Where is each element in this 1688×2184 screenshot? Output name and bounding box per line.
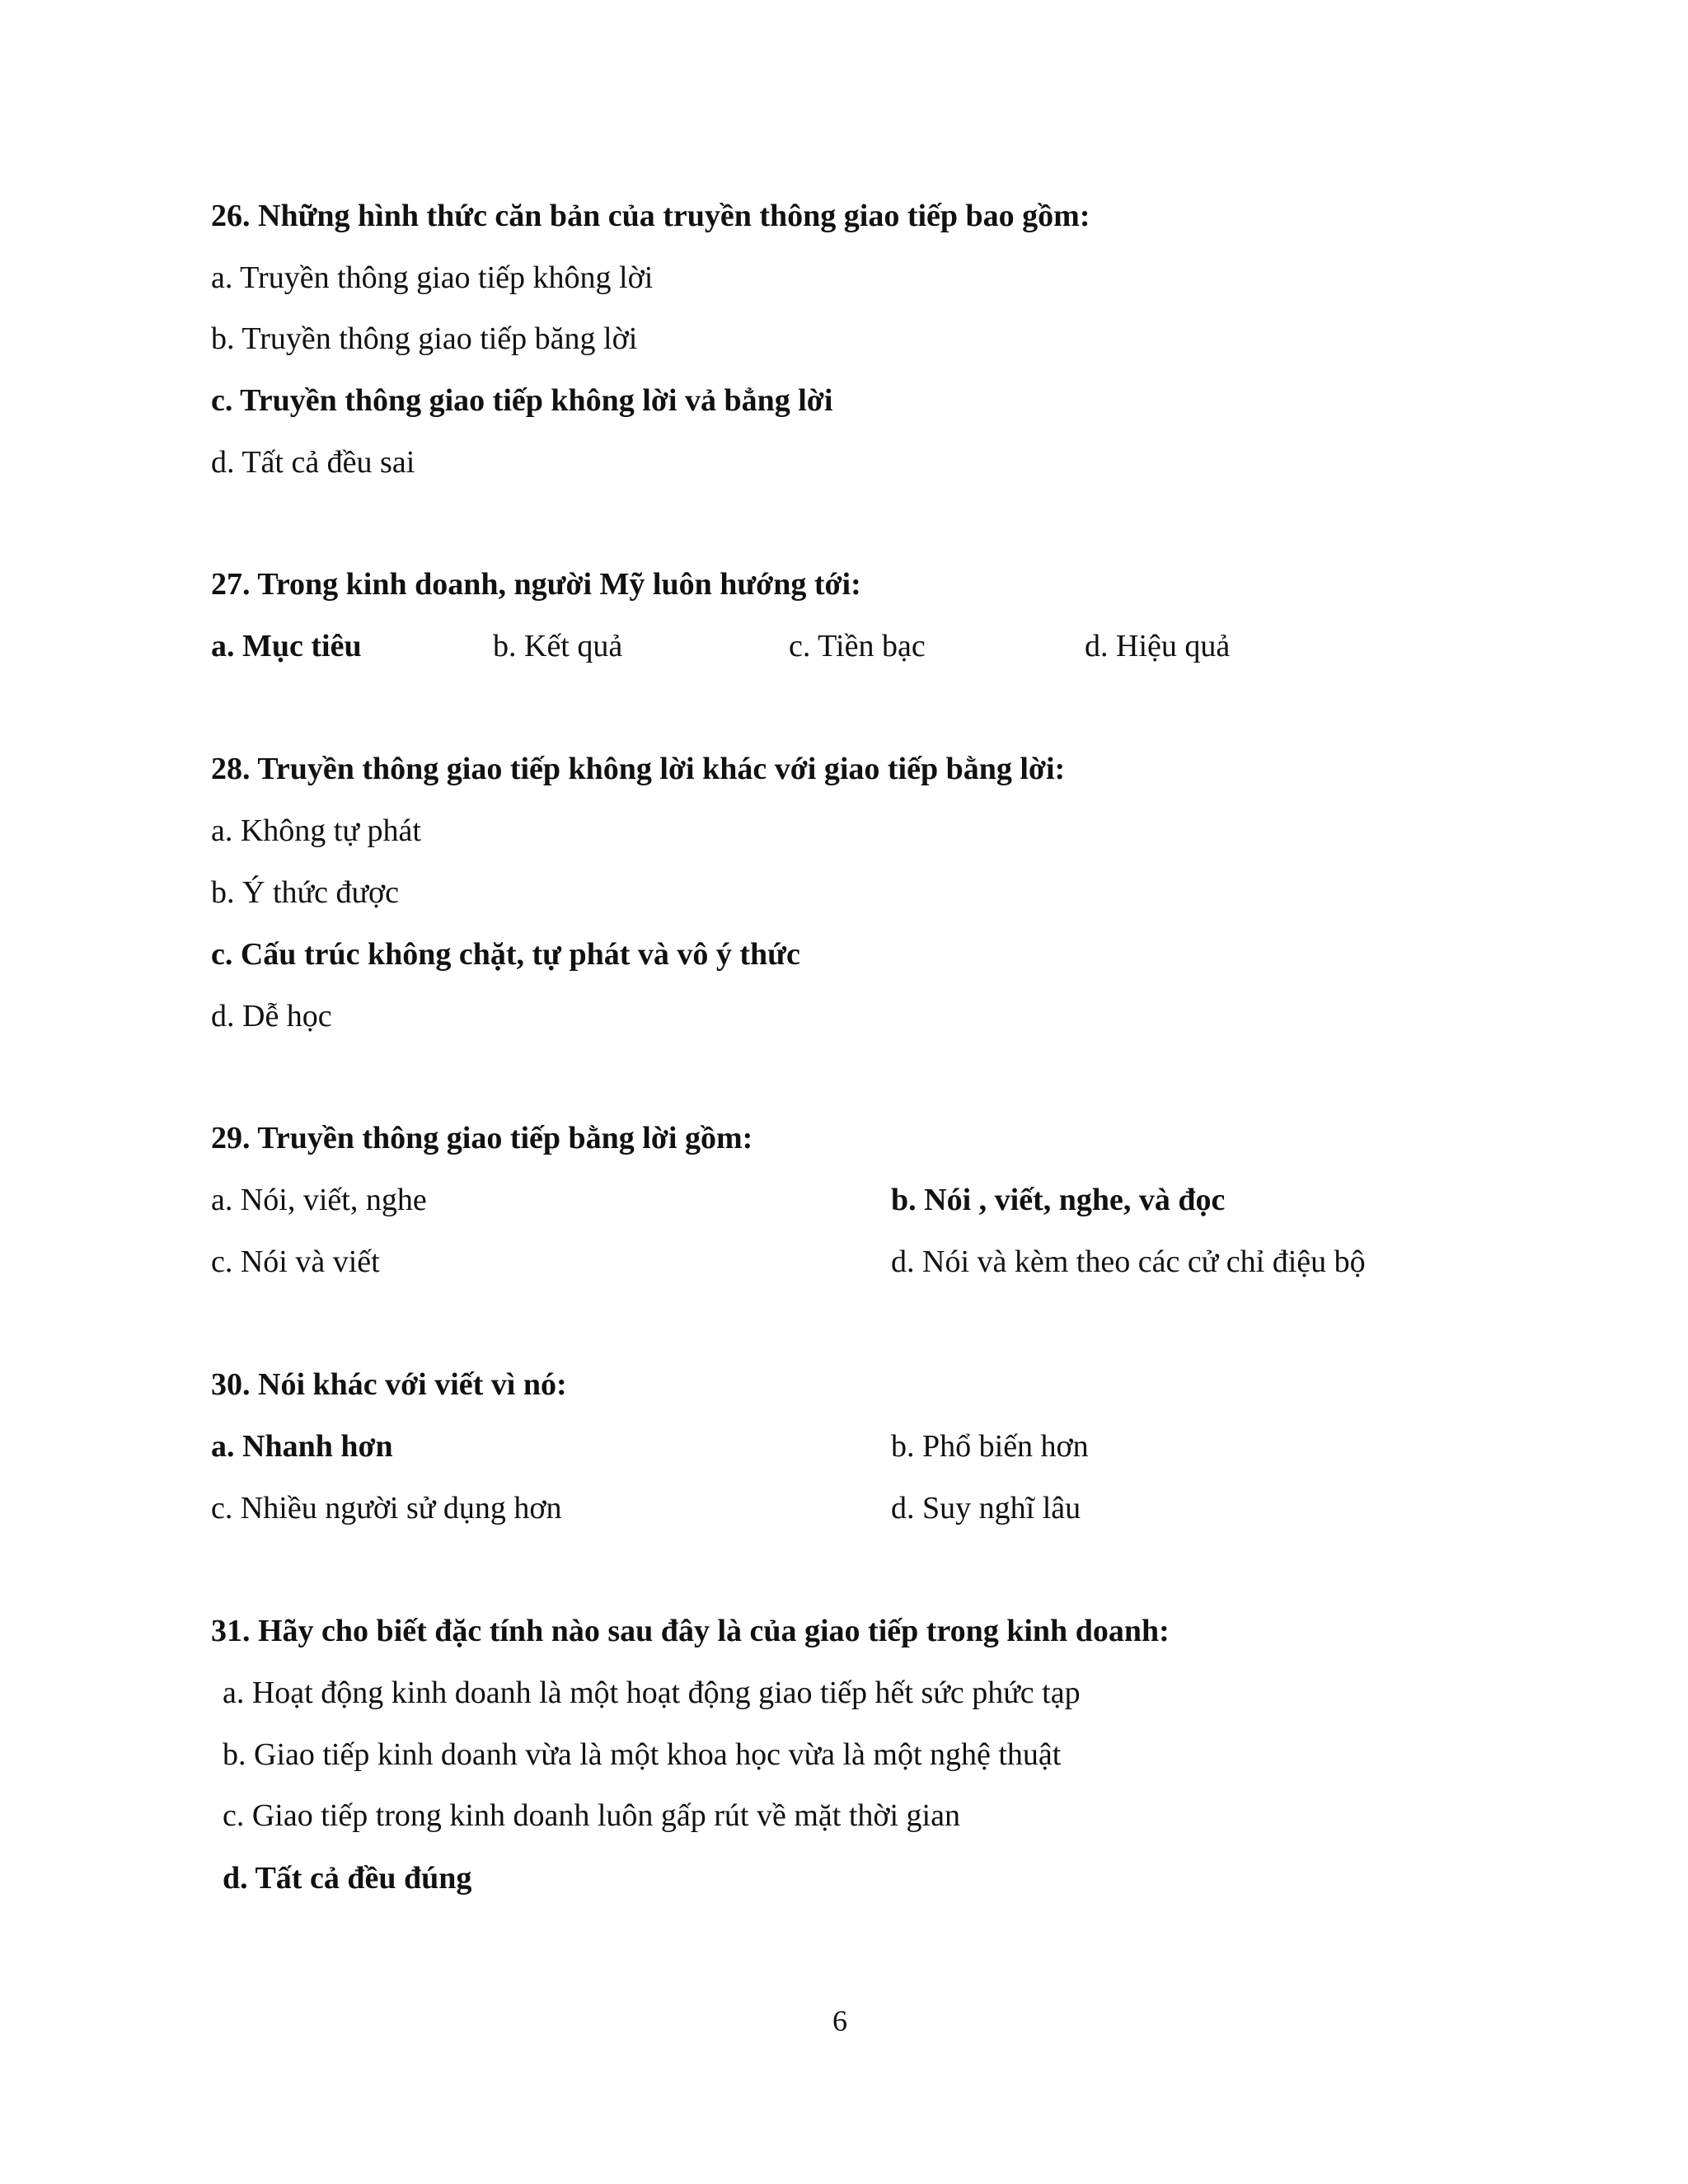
- question-26-option-d: d. Tất cả đều sai: [211, 445, 415, 480]
- question-26-option-b: b. Truyền thông giao tiếp băng lời: [211, 321, 638, 356]
- question-31-title: 31. Hãy cho biết đặc tính nào sau đây là của giao tiếp trong kinh doanh:: [211, 1614, 1170, 1648]
- question-27-option-c: c. Tiền bạc: [789, 629, 926, 663]
- question-30-option-c: c. Nhiều người sử dụng hơn: [211, 1491, 562, 1526]
- question-30-option-d: d. Suy nghĩ lâu: [891, 1491, 1081, 1526]
- question-28-option-a: a. Không tự phát: [211, 813, 421, 848]
- question-26-option-c: c. Truyền thông giao tiếp không lời vả bẳng lời: [211, 383, 833, 418]
- question-28-option-d: d. Dễ học: [211, 999, 332, 1033]
- question-26-title: 26. Những hình thức căn bản của truyền thông giao tiếp bao gồm:: [211, 199, 1090, 233]
- question-27-option-d: d. Hiệu quả: [1085, 629, 1231, 663]
- question-31-option-a: a. Hoạt động kinh doanh là một hoạt động giao tiếp hết sức phức tạp: [223, 1675, 1081, 1710]
- question-29-option-a: a. Nói, viết, nghe: [211, 1183, 427, 1217]
- question-29-option-c: c. Nói và viết: [211, 1244, 380, 1279]
- question-31-option-c: c. Giao tiếp trong kinh doanh luôn gấp rút về mặt thời gian: [223, 1798, 960, 1833]
- page-number: 6: [832, 2004, 847, 2037]
- question-31-option-d: d. Tất cả đều đúng: [223, 1861, 472, 1896]
- question-27-option-b: b. Kết quả: [493, 629, 623, 663]
- question-26-option-a: a. Truyền thông giao tiếp không lời: [211, 260, 654, 295]
- question-28-option-c: c. Cấu trúc không chặt, tự phát và vô ý thức: [211, 937, 800, 972]
- question-27-title: 27. Trong kinh doanh, người Mỹ luôn hướng tới:: [211, 567, 861, 602]
- question-28-title: 28. Truyền thông giao tiếp không lời khác với giao tiếp bằng lời:: [211, 752, 1066, 786]
- question-31-option-b: b. Giao tiếp kinh doanh vừa là một khoa học vừa là một nghệ thuật: [223, 1737, 1062, 1772]
- question-28-option-b: b. Ý thức được: [211, 875, 400, 910]
- question-29-title: 29. Truyền thông giao tiếp bằng lời gồm:: [211, 1121, 753, 1155]
- question-29-option-d: d. Nói và kèm theo các cử chỉ điệu bộ: [891, 1244, 1366, 1279]
- question-30-option-b: b. Phổ biến hơn: [891, 1429, 1089, 1464]
- question-29-option-b: b. Nói , viết, nghe, và đọc: [891, 1183, 1226, 1217]
- question-30-title: 30. Nói khác với viết vì nó:: [211, 1367, 567, 1402]
- question-30-option-a: a. Nhanh hơn: [211, 1429, 393, 1464]
- question-27-option-a: a. Mục tiêu: [211, 629, 362, 663]
